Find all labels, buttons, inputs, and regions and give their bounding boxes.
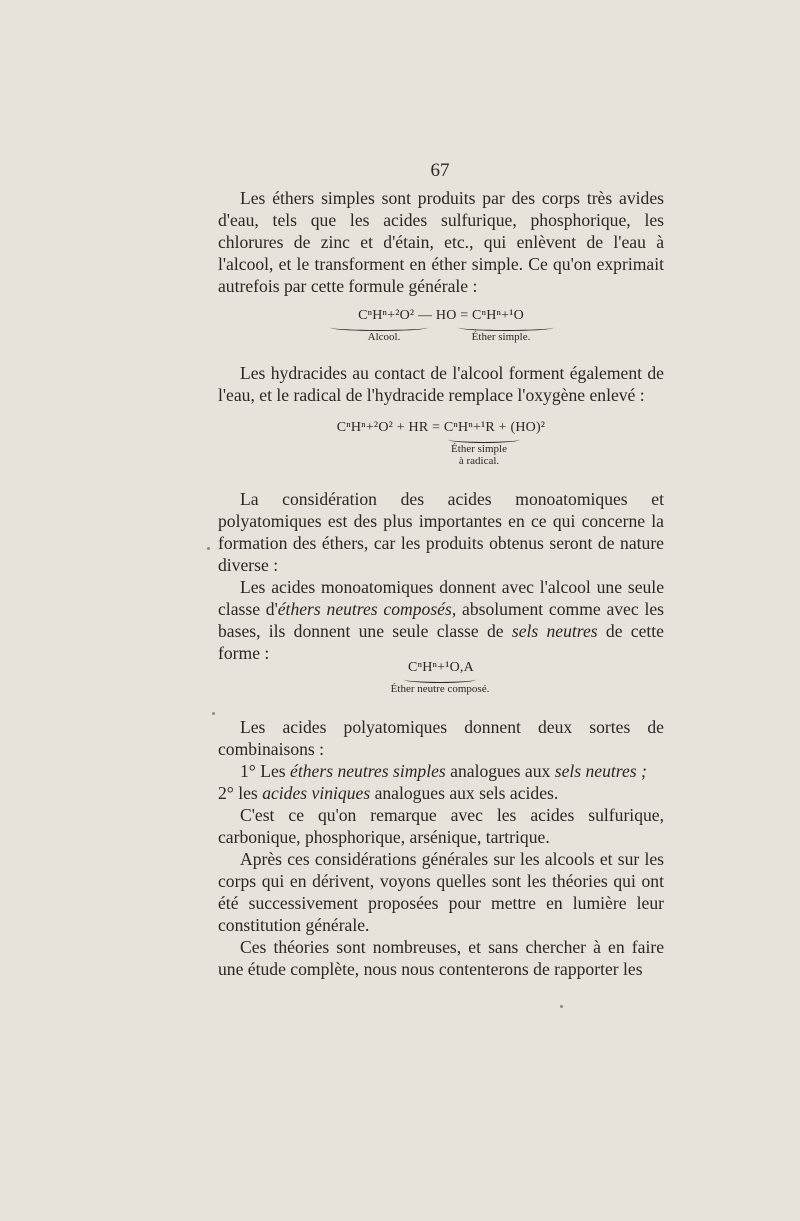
formula-1-label-ether: Éther simple. <box>471 331 531 343</box>
formula-2-label-line1: Éther simple <box>451 443 507 455</box>
paragraph-1-text: Les éthers simples sont produits par des corps très avides d'eau, tels que les acides sulfurique, phosphorique, les chlorures de zinc et d'étain, etc., qui enlèvent de l'eau à l'alcool, et le transforment en éther simple. Ce qu'on exprimait autrefois par cette formule générale : <box>218 188 664 296</box>
paragraph-5-text: Les acides polyatomiques donnent deux sortes de combinaisons : <box>218 717 664 759</box>
paragraph-3 <box>218 488 664 576</box>
paragraph-1 <box>218 187 664 297</box>
formula-1-label-alcool: Alcool. <box>367 331 401 343</box>
formula-1-brace-left <box>330 324 428 331</box>
formula-1-text: CⁿHⁿ+²O² — HO = CⁿHⁿ+¹O <box>358 308 524 323</box>
paragraph-2-text: Les hydracides au contact de l'alcool forment également de l'eau, et le radical de l'hydracide remplace l'oxygène enlevé : <box>218 363 664 405</box>
formula-1-brace-right <box>458 324 554 331</box>
ethers-neutres-composes-term: éthers neutres composés <box>277 599 452 619</box>
formula-3 <box>218 660 664 700</box>
list-item-1: 1° Les éthers neutres simples analogues aux sels neutres ; <box>240 761 647 781</box>
paper-speck <box>560 1005 563 1008</box>
sels-neutres-term: sels neutres <box>511 621 598 641</box>
formula-2-text: CⁿHⁿ+²O² + HR = CⁿHⁿ+¹R + (HO)² <box>336 420 546 435</box>
paragraph-3-text: La considération des acides monoatomiques et polyatomiques est des plus importantes en ce qui concerne la formation des éthers, car les produits obtenus seront de nature diverse : <box>218 489 664 575</box>
paragraph-8-text: Ces théories sont nombreuses, et sans chercher à en faire une étude complète, nous nous contenterons de rapporter les <box>218 937 664 979</box>
formula-2-brace <box>448 436 520 443</box>
formula-2 <box>218 420 664 472</box>
paragraph-7-text: Après ces considérations générales sur les alcools et sur les corps qui en dérivent, voyons quelles sont les théories qui ont été successivement proposées pour mettre en lumière leur constitution générale. <box>218 849 664 935</box>
formula-3-label: Éther neutre composé. <box>390 683 490 695</box>
paragraph-6-text: C'est ce qu'on remarque avec les acides sulfurique, carbonique, phosphorique, arsénique, tartrique. <box>218 805 664 847</box>
formula-2-label-line2: à radical. <box>458 455 500 467</box>
paragraph-5 <box>218 716 664 980</box>
formula-3-text: CⁿHⁿ+¹O,A <box>408 660 474 675</box>
paragraph-4 <box>218 576 664 664</box>
list-item-2: 2° les acides viniques analogues aux sels acides. <box>218 783 559 803</box>
formula-3-brace <box>404 676 476 683</box>
paragraph-4-text: Les acides monoatomiques donnent avec l'alcool une seule classe d'éthers neutres composés, absolument comme avec les bases, ils donnent une seule classe de sels neutres de cette forme : <box>218 577 664 663</box>
paragraph-2 <box>218 362 664 406</box>
paper-speck <box>212 712 215 715</box>
page-number: 67 <box>430 160 450 181</box>
paper-speck <box>207 547 210 550</box>
formula-1 <box>218 308 664 348</box>
